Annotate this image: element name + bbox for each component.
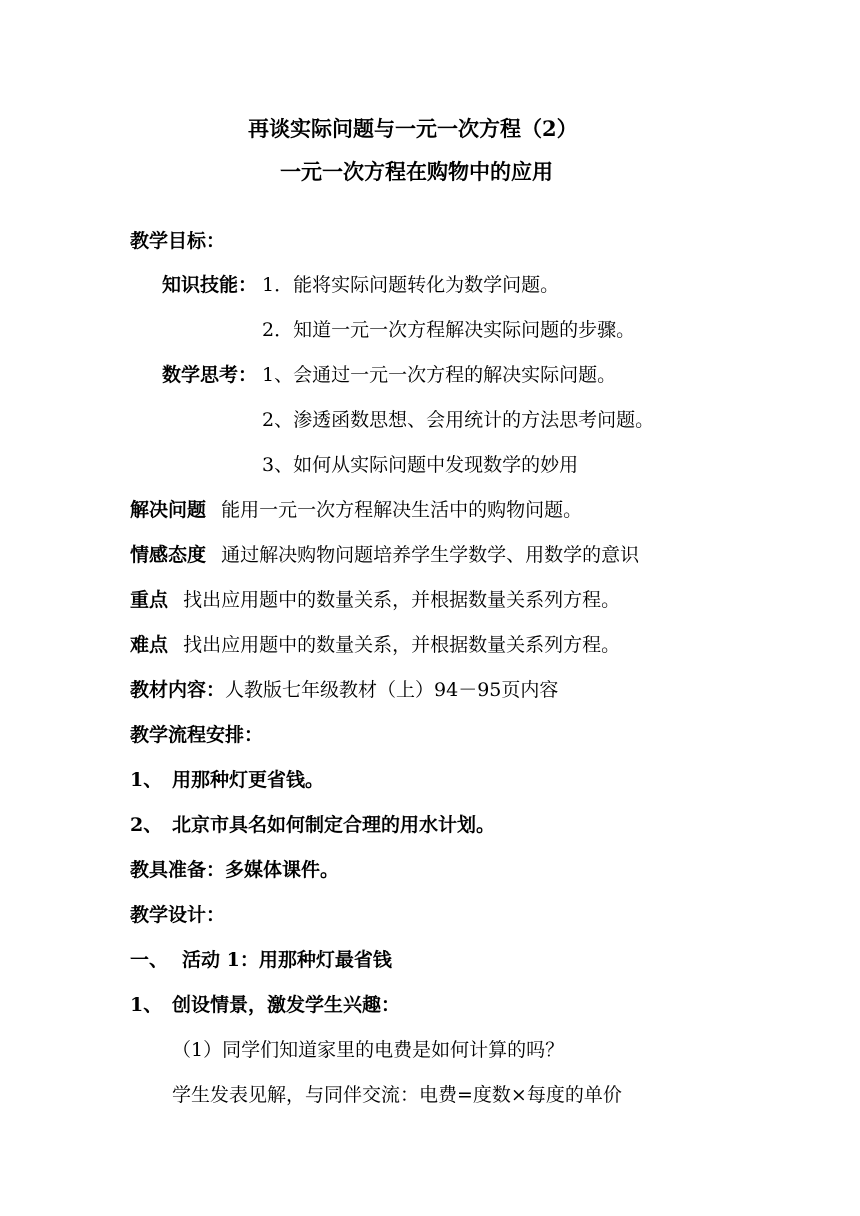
emotion-text: 通过解决购物问题培养学生学数学、用数学的意识 (221, 544, 640, 566)
problem-row (130, 498, 582, 522)
emotion-label: 情感态度 (130, 544, 207, 566)
emotion-row (130, 543, 639, 567)
step-heading (130, 993, 400, 1017)
document-subtitle: 一元一次方程在购物中的应用 (280, 159, 553, 184)
thinking-item: 3、如何从实际问题中发现数学的妙用 (262, 454, 579, 476)
activity-number: 一、 (130, 949, 169, 971)
difficulty-label: 难点 (130, 634, 169, 656)
key-label: 重点 (130, 589, 169, 611)
knowledge-item: 1．能将实际问题转化为数学问题。 (262, 274, 560, 296)
question-line: （1）同学们知道家里的电费是如何计算的吗？ (172, 1039, 565, 1061)
problem-label: 解决问题 (130, 499, 207, 521)
thinking-item: 1、会通过一元一次方程的解决实际问题。 (262, 364, 617, 386)
flow-item-text: 北京市具名如何制定合理的用水计划。 (172, 814, 496, 836)
step-number: 1、 (130, 994, 163, 1016)
thinking-item: 2、渗透函数思想、会用统计的方法思考问题。 (262, 409, 655, 431)
content-label: 教材内容： (130, 679, 226, 701)
problem-text: 能用一元一次方程解决生活中的购物问题。 (221, 499, 583, 521)
goals-heading: 教学目标： (130, 230, 226, 252)
flow-item-number: 2、 (130, 814, 163, 836)
activity-heading (130, 948, 392, 972)
flow-item-text: 用那种灯更省钱。 (172, 769, 325, 791)
knowledge-label: 知识技能： (162, 274, 258, 296)
activity-text: 活动 1：用那种灯最省钱 (182, 949, 392, 971)
key-row (130, 588, 620, 612)
knowledge-item: 2．知道一元一次方程解决实际问题的步骤。 (262, 319, 636, 341)
thinking-label: 数学思考： (162, 364, 258, 386)
tools-line: 教具准备：多媒体课件。 (130, 859, 340, 881)
difficulty-row (130, 633, 620, 657)
flow-item (130, 768, 324, 792)
design-heading: 教学设计： (130, 904, 226, 926)
content-row (130, 678, 558, 702)
flow-item (130, 813, 495, 837)
step-text: 创设情景，激发学生兴趣： (172, 994, 401, 1016)
flow-item-number: 1、 (130, 769, 163, 791)
document-title: 再谈实际问题与一元一次方程（2） (248, 116, 578, 141)
difficulty-text: 找出应用题中的数量关系，并根据数量关系列方程。 (183, 634, 621, 656)
key-text: 找出应用题中的数量关系，并根据数量关系列方程。 (183, 589, 621, 611)
content-text: 人教版七年级教材（上）94－95页内容 (225, 679, 559, 701)
flow-heading: 教学流程安排： (130, 724, 264, 746)
answer-line: 学生发表见解，与同伴交流：电费=度数×每度的单价 (172, 1084, 622, 1106)
